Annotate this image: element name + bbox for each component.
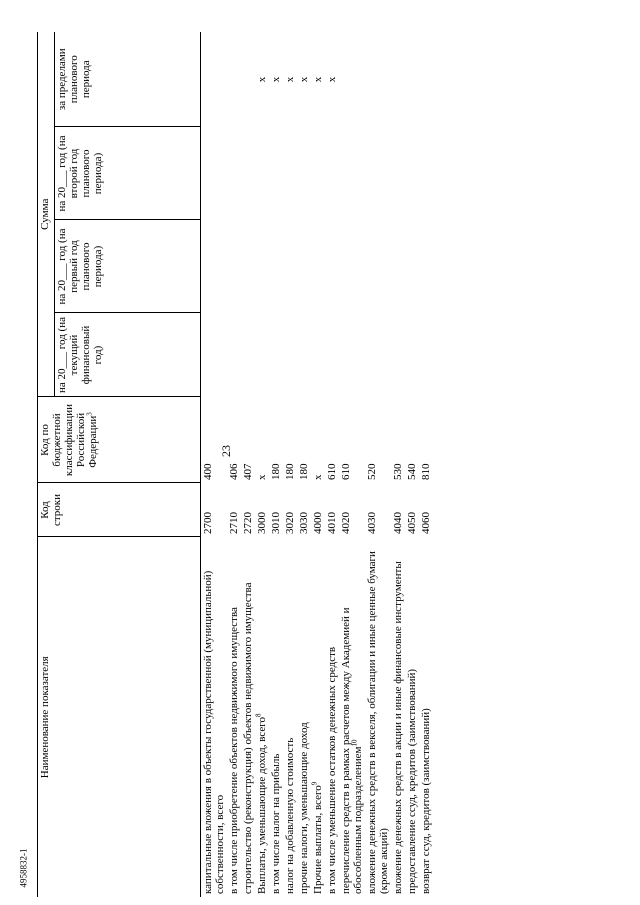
row-value-3 [269,127,283,220]
row-value-1 [419,313,433,397]
row-kbk: 406 [228,463,240,480]
row-code: 3010 [270,512,282,534]
row-value-1 [241,313,255,397]
row-value-2 [297,220,311,313]
header-name: Наименование показателя [38,537,201,897]
header-col4: за пределами планового периода [55,32,201,127]
row-kbk: 180 [284,463,296,480]
row-value-2 [391,220,405,313]
header-sum: Сумма [38,32,55,397]
row-value-2 [201,220,228,313]
financial-indicators-table [37,32,433,897]
row-value-1 [405,313,419,397]
row-name [325,537,339,897]
row-value-4 [241,32,255,127]
row-value-3 [339,127,365,220]
row-footnote: 9 [310,781,319,786]
table-row [269,32,283,897]
row-kbk: 407 [242,463,254,480]
row-value-2 [283,220,297,313]
table-row [391,32,405,897]
row-kbk: х [312,474,324,480]
row-value-1 [269,313,283,397]
row-code: 4020 [340,512,352,534]
row-value-1 [391,313,405,397]
row-name [391,537,405,897]
row-value-2 [255,220,269,313]
row-kbk: 530 [392,463,404,480]
row-value-2 [325,220,339,313]
row-value-1 [283,313,297,397]
row-name-text: прочие налоги, уменьшающие доход [298,722,310,894]
row-name [297,537,311,897]
row-kbk: 520 [366,463,378,480]
row-value-1 [325,313,339,397]
table-row [405,32,419,897]
landscape-page [37,32,602,897]
row-kbk: х [256,474,268,480]
row-name-text: возврат ссуд, кредитов (заимствований) [420,708,432,894]
row-value-3 [255,127,269,220]
row-value-3 [201,127,228,220]
header-kbk [38,397,201,483]
row-value-4 [365,32,391,127]
row-value-1 [365,313,391,397]
table-row [241,32,255,897]
row-name-text: вложение денежных средств в акции и иные финансовые инструменты [392,561,404,894]
row-kbk: 610 [340,463,352,480]
table-row [201,32,228,897]
row-value-2 [419,220,433,313]
row-name [241,537,255,897]
row-name [311,537,325,897]
row-name-text: предоставление ссуд, кредитов (заимствований) [406,668,418,894]
row-name-text: в том числе уменьшение остатков денежных средств [326,646,338,894]
row-name [283,537,297,897]
row-name-text: вложение денежных средств в векселя, облигации и иные ценные бумаги (кроме акций) [366,551,390,894]
row-name-text: Выплаты, уменьшающие доход, всего [256,716,268,894]
table-row [339,32,365,897]
row-name [255,537,269,897]
row-value-4: х [256,76,268,83]
row-name [269,537,283,897]
row-value-3 [365,127,391,220]
row-kbk: 540 [406,463,418,480]
row-value-4 [405,32,419,127]
document-id: 4958832-1 [18,848,29,888]
row-value-1 [311,313,325,397]
row-value-1 [339,313,365,397]
row-value-1 [297,313,311,397]
row-value-4: х [326,76,338,83]
row-value-3 [283,127,297,220]
row-kbk: 610 [326,463,338,480]
row-value-4: х [270,76,282,83]
row-code: 2710 [228,512,240,534]
table-row [227,32,241,897]
row-name [405,537,419,897]
row-name-text: строительство (реконструкция) объектов недвижимого имущества [242,582,254,894]
row-kbk: 400 [202,463,214,480]
row-value-4 [339,32,365,127]
header-kbk-footnote: 3 [85,412,94,416]
page-number: 23 [219,445,233,457]
row-value-3 [241,127,255,220]
row-footnote: 8 [254,713,263,717]
row-value-2 [311,220,325,313]
row-name [339,537,365,897]
row-value-4: х [298,76,310,83]
row-code: 3020 [284,512,296,534]
table-row [365,32,391,897]
header-code: Код строки [38,483,201,537]
table-row [283,32,297,897]
row-value-3 [297,127,311,220]
row-value-4 [391,32,405,127]
row-code: 4060 [420,512,432,534]
row-name-text: в том числе приобретение объектов недвижимого имущества [228,607,240,894]
row-kbk: 810 [420,463,432,480]
table-row [419,32,433,897]
row-name-text: капитальные вложения в объекты государственной (муниципальной) собственности, всего [202,570,226,894]
row-code: 2700 [202,512,214,534]
row-name [227,537,241,897]
row-value-4: х [284,76,296,83]
row-code: 2720 [242,512,254,534]
row-value-2 [269,220,283,313]
row-value-2 [241,220,255,313]
table-row [311,32,325,897]
row-kbk: 180 [270,463,282,480]
table-row [325,32,339,897]
row-value-3 [391,127,405,220]
row-value-4 [201,32,228,127]
row-name-text: Прочие выплаты, всего [312,785,324,894]
row-value-1 [255,313,269,397]
row-name [201,537,228,897]
row-name-text: налог на добавленную стоимость [284,737,296,894]
row-value-3 [325,127,339,220]
row-name [365,537,391,897]
row-value-4: х [312,76,324,83]
row-value-3 [227,127,241,220]
row-name-text: в том числе налог на прибыль [270,753,282,894]
row-value-2 [365,220,391,313]
row-footnote: 10 [350,739,359,747]
row-code: 4010 [326,512,338,534]
table-row [255,32,269,897]
row-value-2 [405,220,419,313]
row-value-1 [201,313,228,397]
header-col3: на 20___ год (на второй год планового периода) [55,127,201,220]
row-value-3 [405,127,419,220]
row-name-text: перечисление средств в рамках расчетов между Академией и обособленным подразделением [340,607,364,894]
row-value-2 [227,220,241,313]
row-code: 4050 [406,512,418,534]
header-col1: на 20___ год (на текущий финансовый год) [55,313,201,397]
table-row [297,32,311,897]
row-code: 4040 [392,512,404,534]
row-code: 3030 [298,512,310,534]
row-value-3 [311,127,325,220]
rotated-table-container [37,32,640,894]
row-value-2 [339,220,365,313]
row-kbk: 180 [298,463,310,480]
row-code: 4030 [366,512,378,534]
row-name [419,537,433,897]
row-value-4 [227,32,241,127]
row-code: 3000 [256,512,268,534]
row-value-3 [419,127,433,220]
header-col2: на 20___ год (на первый год планового периода) [55,220,201,313]
row-code: 4000 [312,512,324,534]
row-value-4 [419,32,433,127]
row-value-1 [227,313,241,397]
header-kbk-text: Код по бюджетной классификации Российской Федерации [39,403,99,477]
